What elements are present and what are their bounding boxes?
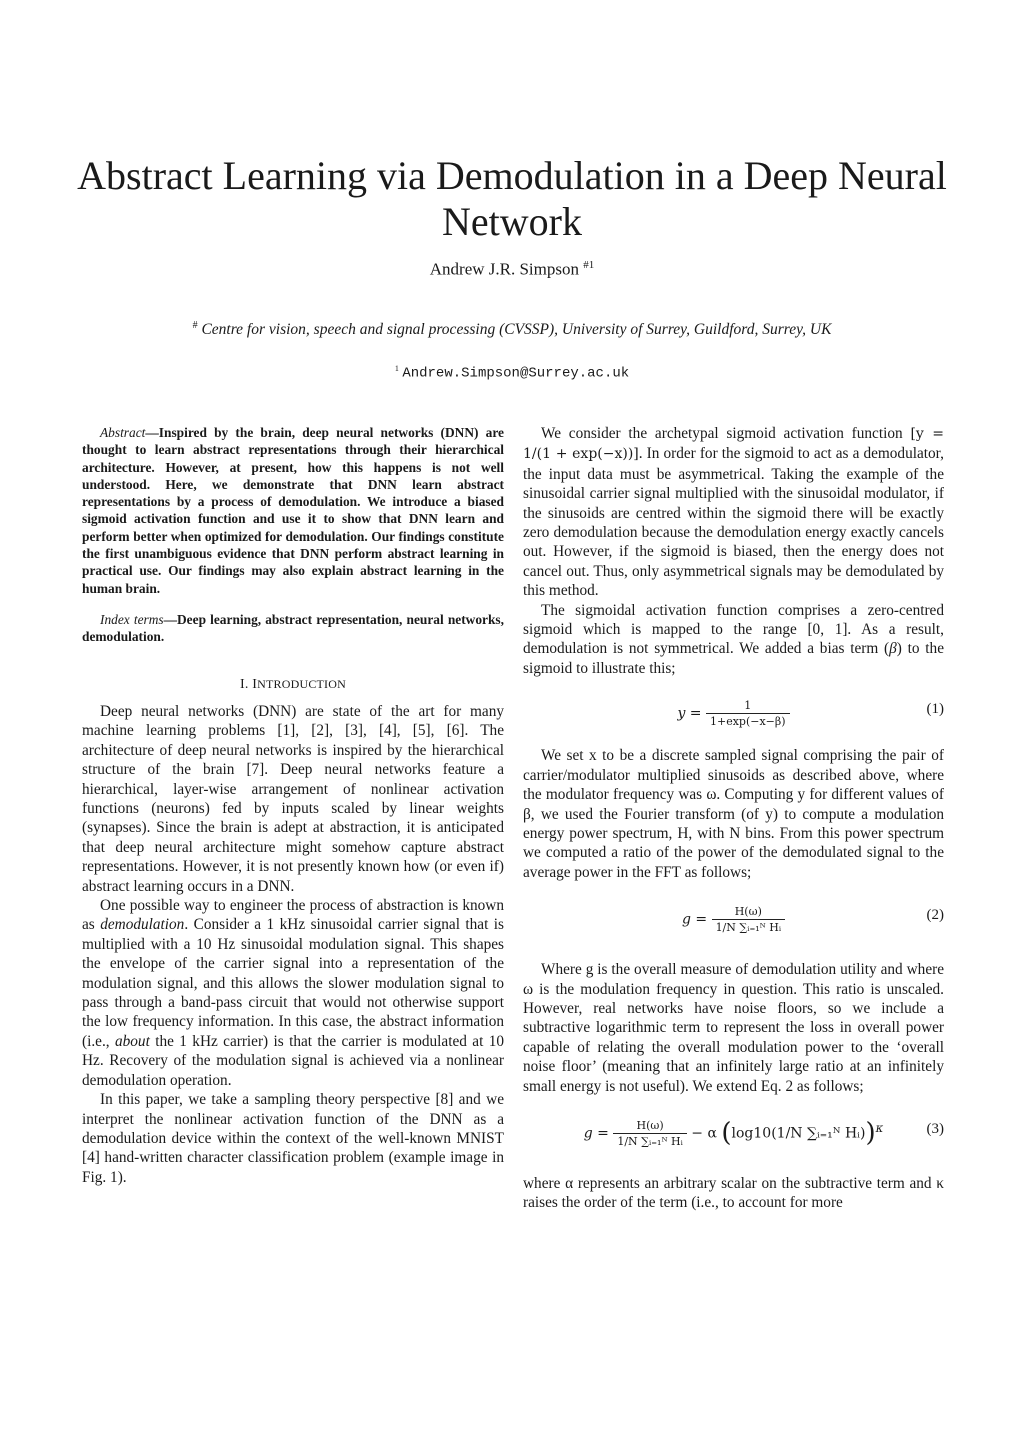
intro-paragraph-1: Deep neural networks (DNN) are state of the art for many machine learning problems [1], [2], [3], [4], [5], [6]. The architecture of deep neural networks is inspired by the hierarchical structure of the brain [7]. Deep neural networks feature a hierarchical, layer-wise arrangement of nonlinear activation functions (neurons) fed by inputs scaled by linear weights (synapses). Since the brain is adept at abstraction, it is anticipated that deep neural architecture might somehow capture abstract representations. However, it is not presently known how (or even if) abstract learning occurs in a DNN. <box>82 702 504 895</box>
right-paragraph-4: Where g is the overall measure of demodulation utility and where ω is the modulation frequency in question. This ratio is unscaled. However, real networks have noise floors, so we include a subtractive logarithmic term to represent the loss in overall power capable of relating the overall modulation power to the ‘overall noise floor’ (meaning that an infinitely large ratio at an infinitely small energy is not useful). We extend Eq. 2 as follows; <box>523 961 944 1095</box>
equation-1 <box>523 692 944 732</box>
equation-2-number: (2) <box>926 907 944 924</box>
eq3-minus-alpha: − α <box>691 1125 717 1142</box>
rp1-text-a: We consider the archetypal sigmoid activation function <box>541 425 911 442</box>
eq3-open-paren: ( <box>721 1117 732 1148</box>
eq3-lhs: g = <box>583 1125 609 1142</box>
right-paragraph-2 <box>523 601 944 679</box>
right-paragraph-5: where α represents an arbitrary scalar on the subtractive term and κ raises the order of the term (i.e., to account for more <box>523 1174 944 1212</box>
affiliation <box>120 316 904 340</box>
equation-1-expression <box>523 698 944 729</box>
abstract-text: —Inspired by the brain, deep neural networks (DNN) are thought to learn abstract representations through their hierarchical architecture. However, at present, how this happens is not well understood. Here, we demonstrate that DNN learn abstract representations by a process of demodulation. We introduce a biased sigmoid activation function and use it to show that DNN learn and perform better when optimized for demodulation. Our findings constitute the first unambiguous evidence that DNN perform abstract learning in practical use. Our findings may also explain abstract learning in the human brain. <box>82 425 504 596</box>
eq3-denominator: 1/N ∑ᵢ₌₁ᴺ Hᵢ <box>617 1134 683 1148</box>
eq1-lhs: y = <box>677 705 702 722</box>
equation-2-expression <box>523 904 944 935</box>
affiliation-text: Centre for vision, speech and signal processing (CVSSP), University of Surrey, Guildford, Surrey, UK <box>201 321 832 339</box>
author-name: Andrew J.R. Simpson <box>429 259 579 279</box>
eq3-numerator: H(ω) <box>613 1118 686 1134</box>
affiliation-mark: # <box>192 320 198 331</box>
section-number: I. <box>239 676 249 692</box>
rp1-text-b: . In order for the sigmoid to act as a demodulator, the input data must be asymmetrical. Taking the example of the sinusoidal carrier signal multiplied with the sinusoidal modulator, if the sinusoids are centred within the sigmoid there will be exactly zero demodulation because the demodulation energy exactly cancels out. However, if the sigmoid is biased, then the energy does not cancel out. Thus, only asymmetrical signals may be demodulated by this method. <box>523 445 944 600</box>
email-line <box>0 359 1024 384</box>
p2-emph-demodulation: demodulation <box>100 916 185 934</box>
author-line <box>0 254 1024 281</box>
email-mark: 1 <box>394 364 399 373</box>
left-column <box>82 424 504 1187</box>
beta-symbol: β <box>889 640 897 658</box>
equation-1-number: (1) <box>926 701 944 718</box>
eq2-fraction <box>712 904 785 935</box>
p2-text-e: the 1 kHz carrier) is that the carrier is modulated at 10 Hz. Recovery of the modulation signal is achieved via a nonlinear demodulation operation. <box>82 1032 504 1089</box>
paper-title: Abstract Learning via Demodulation in a Deep Neural Network <box>77 153 947 244</box>
eq2-denominator: 1/N ∑ᵢ₌₁ᴺ Hᵢ <box>715 921 782 935</box>
sigmoid-inline-formula: [y = 1/(1 + exp(−x))] <box>523 426 944 463</box>
rp2-text-a: The sigmoidal activation function comprises a zero-centred sigmoid which is mapped to the range [0, 1]. As a result, demodulation is not symmetrical. We added a bias term ( <box>523 601 944 658</box>
right-paragraph-1 <box>523 424 944 601</box>
eq2-lhs: g = <box>681 911 708 928</box>
eq1-numerator: 1 <box>706 698 790 714</box>
equation-3-expression <box>523 1118 944 1149</box>
intro-paragraph-2 <box>82 896 504 1090</box>
p2-text-c: . Consider a 1 kHz sinusoidal carrier signal that is multiplied with a 10 Hz sinusoidal modulation signal. This shapes the envelope of the carrier signal into a representation of the modulation signal, and this allows the slower modulation signal to pass through a band-pass circuit that would not otherwise support the low frequency information. In this case, the abstract information (i.e., <box>82 916 504 1050</box>
email-address: Andrew.Simpson@Surrey.ac.uk <box>402 365 630 382</box>
equation-3 <box>523 1112 944 1160</box>
eq3-log-term: log10(1/N ∑ᵢ₌₁ᴺ Hᵢ) <box>731 1125 866 1142</box>
section-title-rest: NTRODUCTION <box>257 676 346 691</box>
eq1-fraction <box>706 698 790 729</box>
author-marks: #1 <box>583 259 595 271</box>
p2-text-a: One possible way to engineer the process of abstraction is known as <box>82 897 504 934</box>
index-terms-label: Index terms <box>100 611 164 627</box>
intro-paragraph-3: In this paper, we take a sampling theory perspective [8] and we interpret the nonlinear activation function of the DNN as a demodulation device within the context of the well-known MNIST [4] hand-written character classification problem (example image in Fig. 1). <box>82 1091 504 1186</box>
eq2-numerator: H(ω) <box>712 904 785 920</box>
eq3-exponent: κ <box>875 1120 884 1135</box>
eq1-denominator: 1+exp(−x−β) <box>709 715 786 729</box>
p2-emph-about: about <box>114 1032 150 1050</box>
rp2-text-b: ) to the sigmoid to illustrate this; <box>523 640 944 677</box>
section-heading-introduction <box>82 675 504 694</box>
index-terms <box>82 611 504 646</box>
abstract-label: Abstract <box>100 425 146 440</box>
right-paragraph-3: We set x to be a discrete sampled signal comprising the pair of carrier/modulator multiplied sinusoids as described above, where the modulator frequency was ω. Computing y for different values of β, we used the Fourier transform (of y) to compute a modulation energy power spectrum, H, with N bins. From this power spectrum we computed a ratio of the power of the demodulated signal to the average power in the FFT as follows; <box>523 747 944 881</box>
index-terms-text: —Deep learning, abstract representation, neural networks, demodulation. <box>82 611 504 645</box>
section-initial: I <box>252 676 258 692</box>
equation-2 <box>523 898 944 944</box>
abstract <box>82 424 504 597</box>
eq3-fraction <box>613 1118 686 1149</box>
right-column <box>523 424 944 1213</box>
eq3-close-paren: ) <box>865 1117 876 1148</box>
equation-3-number: (3) <box>926 1120 944 1137</box>
